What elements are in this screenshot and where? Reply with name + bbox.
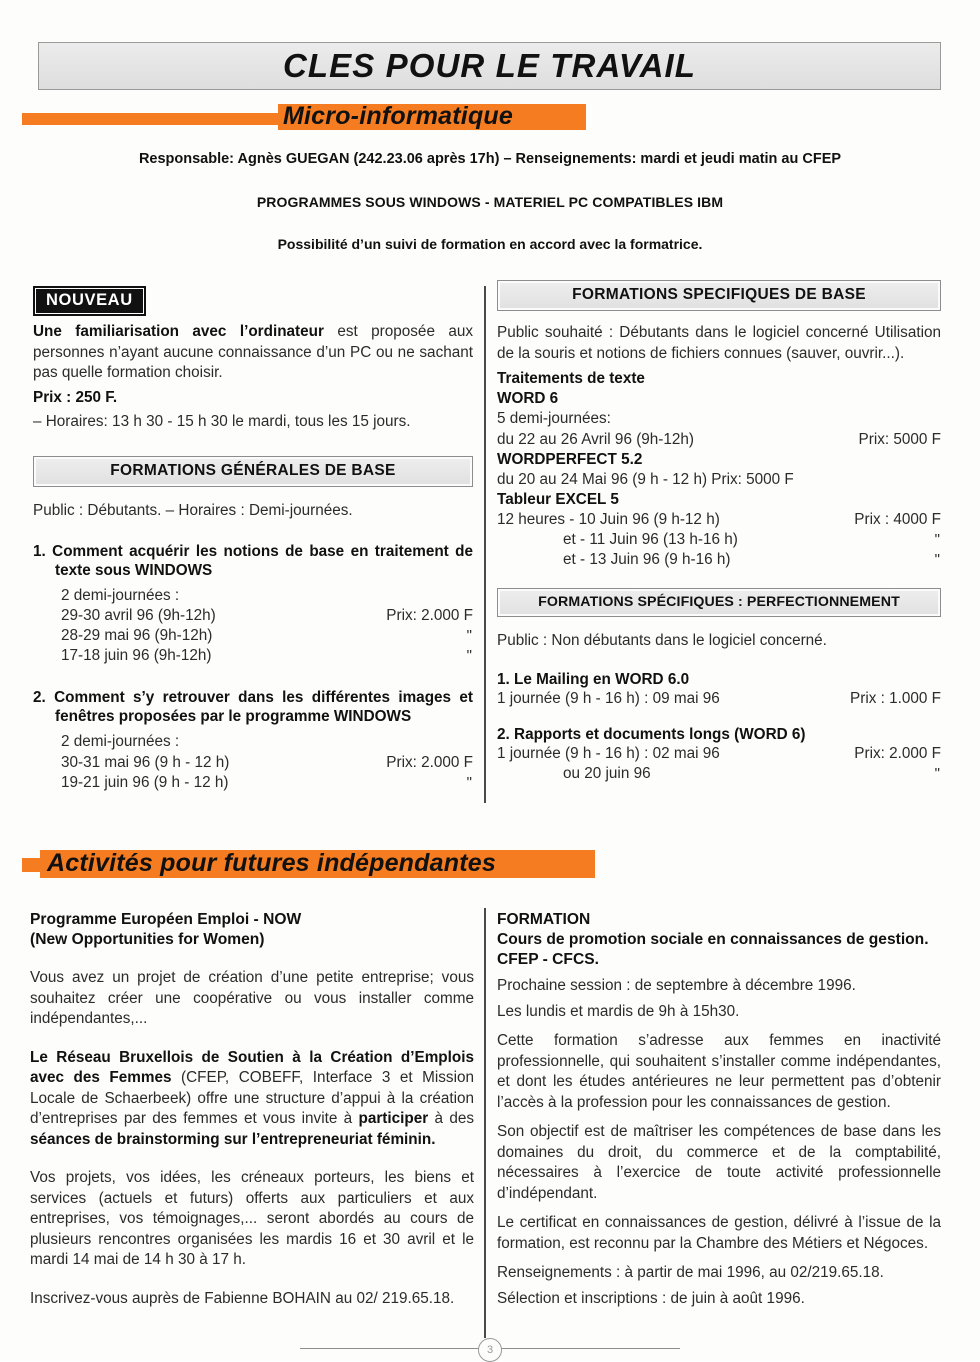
generales-item-2-text: Comment s’y retrouver dans les différentes images et fenêtres proposées par le programme — [54, 689, 474, 725]
row-label: 17-18 juin 96 (9h-12h) — [61, 647, 212, 664]
now-p2-text-2: à des — [428, 1110, 474, 1127]
generales-item-2-num: 2. — [33, 689, 46, 706]
nouveau-lead — [33, 322, 473, 384]
row-price: Prix: 2.000 F — [854, 744, 941, 762]
formation-session: Prochaine session : de septembre à décembre 1996. — [497, 977, 856, 994]
generales-item-2-title — [33, 688, 473, 726]
footer-rule-right — [500, 1348, 680, 1349]
generales-item-2-bold: WINDOWS — [333, 708, 412, 725]
row-price: Prix: 2.000 F — [386, 607, 473, 624]
formation-paragraph-3: Le certificat en connaissances de gestion, délivré à l’issue de la formation, est reconnu par la Chambre des Métiers et Négoces. — [497, 1214, 941, 1252]
table-row — [61, 626, 473, 646]
page-title: CLES POUR LE TRAVAIL — [282, 47, 697, 84]
table-row — [497, 744, 941, 764]
generales-item-1-note: 2 demi-journées : — [61, 586, 180, 604]
now-p2-text-1: (CFEP, COBEFF, Interface 3 et Mission Locale de Schaerbeek) offre une structure d’appui à la création d’entreprises par des femmes et vous invite à — [30, 1069, 474, 1127]
row-label: 19-21 juin 96 (9 h - 12 h) — [61, 773, 229, 791]
row-price: Prix : 4000 F — [854, 511, 941, 528]
nouveau-price: Prix : 250 F. — [33, 388, 118, 406]
formation-org: CFEP - CFCS. — [497, 951, 599, 968]
table-row — [497, 550, 941, 570]
table-row — [61, 773, 473, 793]
formation-title: FORMATION — [497, 911, 591, 928]
heading-formations-generales: FORMATIONS GÉNÉRALES DE BASE — [33, 456, 473, 487]
specifiques-perf-item-1 — [497, 670, 941, 709]
table-row — [497, 510, 941, 530]
page-number: 3 — [478, 1338, 502, 1362]
intro-responsable: Responsable: Agnès GUEGAN (242.23.06 après 17h) – Renseignements: mardi et jeudi matin au CFEP — [138, 151, 842, 167]
orange-accent-bar-micro — [22, 113, 297, 125]
row-label: 28-29 mai 96 (9h-12h) — [61, 627, 213, 644]
now-paragraph-2 — [30, 1048, 474, 1151]
row-label: et - 11 Juin 96 (13 h-16 h) — [563, 531, 738, 548]
column-micro-right — [497, 280, 941, 784]
now-title-line-2: (New Opportunities for Women) — [30, 931, 265, 948]
now-paragraph-1: Vous avez un projet de création d’une petite entreprise; vous souhaitez créer une coopérative ou vous installer comme indépendantes,... — [30, 969, 474, 1027]
table-row — [497, 530, 941, 550]
column-divider-top — [484, 286, 486, 803]
specifiques-base-public: Public souhaité : Débutants dans le logiciel concerné Utilisation de la souris et notions de fichiers connues (sauver, ouvrir...). — [497, 324, 941, 362]
formation-paragraph-1: Cette formation s’adresse aux femmes en inactivité professionnelle, qui souhaitent s’installer comme indépendantes, et dont les études antérieures ne leur permettent pas d’obtenir l’accès à la profession pour les connaissances de gestion. — [497, 1032, 941, 1111]
heading-formations-specifiques-base: FORMATIONS SPECIFIQUES DE BASE — [497, 280, 941, 311]
generales-item-1-text: Comment acquérir les notions de base en traitement de texte sous — [52, 542, 473, 579]
perf-item-1-num: 1. — [497, 670, 510, 688]
specifiques-base-word6-note: 5 demi-journées: — [497, 410, 611, 427]
table-row — [497, 764, 941, 784]
perf-item-1-title: Le Mailing en WORD 6.0 — [514, 670, 690, 688]
column-divider-bottom — [484, 908, 486, 1338]
column-micro-left — [33, 286, 473, 793]
now-p2-bold-2: participer — [358, 1110, 429, 1127]
table-row — [61, 753, 473, 773]
badge-nouveau: NOUVEAU — [33, 286, 146, 316]
specifiques-perf-item-2 — [497, 725, 941, 784]
table-row — [497, 689, 941, 709]
column-activites-right — [497, 910, 941, 1309]
row-label: 12 heures - 10 Juin 96 (9 h-12 h) — [497, 511, 720, 528]
table-row — [497, 430, 941, 450]
formation-paragraph-2: Son objectif est de maîtriser les compétences de base dans les domaines du droit, du commerce et de la comptabilité, nécessaires à l’exercice de toute activité professionnelle d’indépendant. — [497, 1123, 941, 1202]
row-price: " — [934, 531, 941, 548]
intro-possibilite: Possibilité d’un suivi de formation en accord avec la formatrice. — [277, 236, 703, 252]
generales-item-1-title — [33, 542, 473, 580]
section-heading-activites: Activités pour futures indépendantes — [47, 849, 496, 877]
intro-programmes: PROGRAMMES SOUS WINDOWS - MATERIEL PC COMPATIBLES IBM — [256, 194, 724, 210]
row-price: Prix: 2.000 F — [386, 753, 473, 771]
row-price: " — [466, 647, 473, 664]
nouveau-horaires: – Horaires: 13 h 30 - 15 h 30 le mardi, tous les 15 jours. — [33, 412, 411, 430]
now-title-line-1: Programme Européen Emploi - NOW — [30, 911, 302, 928]
nouveau-lead-rest: est proposée aux personnes n’ayant aucune connaissance d’un PC ou ne sachant pas quelle formation choisir. — [33, 323, 474, 381]
formation-selection: Sélection et inscriptions : de juin à août 1996. — [497, 1289, 805, 1307]
row-price: " — [466, 627, 473, 644]
generales-item-1-bold: WINDOWS — [134, 561, 213, 579]
specifiques-base-wordperfect: WORDPERFECT 5.2 — [497, 450, 643, 468]
table-row — [61, 606, 473, 626]
now-paragraph-4: Inscrivez-vous auprès de Fabienne BOHAIN au 02/ 219.65.18. — [30, 1289, 455, 1307]
row-label: ou 20 juin 96 — [563, 764, 651, 782]
nouveau-lead-bold: Une familiarisation avec l’ordinateur — [33, 323, 324, 340]
table-row — [61, 646, 473, 666]
heading-formations-specifiques-perfectionnement: FORMATIONS SPÉCIFIQUES : PERFECTIONNEMENT — [497, 588, 941, 617]
now-paragraph-3: Vos projets, vos idées, les créneaux porteurs, les biens et services (actuels et futurs) offerts aux particuliers et aux entreprises, vos témoignages,... seront abordés au cours de plusieurs rencontres organisées les mardis 16 et 30 avril et le mardi 14 mai de 14 h 30 à 17 h. — [30, 1169, 474, 1268]
specifiques-base-wordperfect-line: du 20 au 24 Mai 96 (9 h - 12 h) Prix: 5000 F — [497, 470, 794, 488]
row-price: " — [934, 764, 941, 782]
column-activites-left — [30, 910, 474, 1309]
row-label: du 22 au 26 Avril 96 (9h-12h) — [497, 430, 695, 448]
generales-item-2 — [33, 688, 473, 793]
row-price: " — [934, 551, 941, 568]
perf-item-1-heading — [497, 670, 941, 689]
formation-renseignements: Renseignements : à partir de mai 1996, au 02/219.65.18. — [497, 1264, 884, 1281]
generales-item-2-note: 2 demi-journées : — [61, 733, 180, 750]
now-p2-bold-1: Le Réseau Bruxellois de Soutien à la Création d’Emplois avec des Femmes — [30, 1048, 474, 1086]
row-price: " — [466, 773, 473, 791]
perf-item-2-heading — [497, 725, 941, 744]
now-p2-bold-3: séances de brainstorming sur l’entrepreneuriat féminin. — [30, 1130, 436, 1148]
row-label: 1 journée (9 h - 16 h) : 09 mai 96 — [497, 689, 720, 707]
perf-item-2-num: 2. — [497, 725, 510, 743]
row-label: 1 journée (9 h - 16 h) : 02 mai 96 — [497, 744, 720, 762]
generales-item-1 — [33, 542, 473, 667]
specifiques-base-categorie-2: Tableur EXCEL 5 — [497, 491, 619, 508]
row-label: 29-30 avril 96 (9h-12h) — [61, 607, 216, 624]
perf-item-2-title: Rapports et documents longs (WORD 6) — [514, 725, 806, 743]
row-label: 30-31 mai 96 (9 h - 12 h) — [61, 753, 230, 771]
specifiques-base-word6: WORD 6 — [497, 390, 559, 407]
section-heading-micro-informatique: Micro-informatique — [283, 102, 513, 130]
footer-rule-left — [300, 1348, 480, 1349]
row-price: Prix: 5000 F — [858, 430, 941, 448]
row-label: et - 13 Juin 96 (9 h-16 h) — [563, 551, 731, 568]
specifiques-perf-public: Public : Non débutants dans le logiciel concerné. — [497, 632, 827, 649]
nouveau-block — [33, 286, 473, 432]
generales-public: Public : Débutants. – Horaires : Demi-journées. — [33, 502, 353, 519]
formation-subtitle: Cours de promotion sociale en connaissances de gestion. — [497, 931, 929, 948]
specifiques-base-categorie-1: Traitements de texte — [497, 370, 645, 387]
generales-item-1-num: 1. — [33, 542, 46, 560]
formation-horaire: Les lundis et mardis de 9h à 15h30. — [497, 1002, 740, 1020]
row-price: Prix : 1.000 F — [850, 689, 941, 707]
